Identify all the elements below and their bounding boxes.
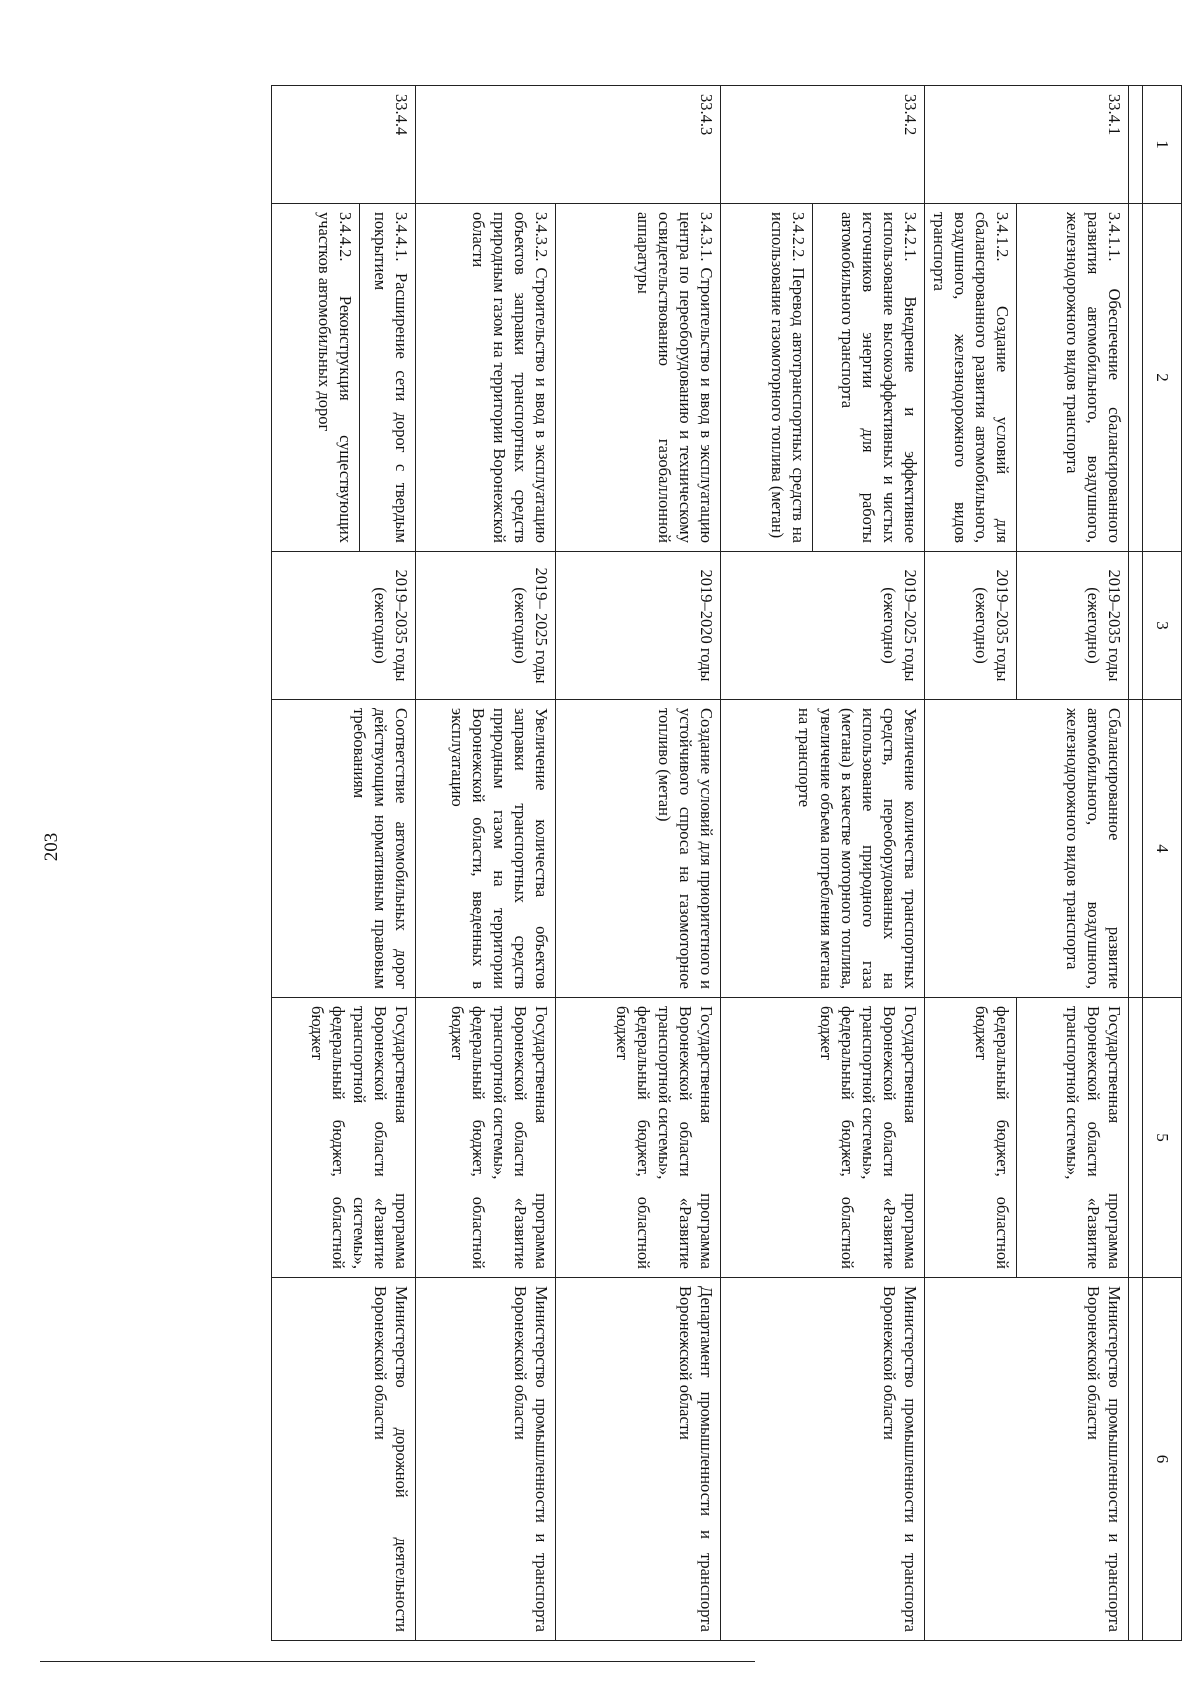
result-cell: Сбалансированное развитие автомобильного, воздушного, железнодорожного видов транспорта (925, 700, 1129, 998)
period-cell: 2019–2035 годы (ежегодно) (1017, 552, 1129, 700)
group-code: 33.4.2 (721, 86, 925, 204)
rotated-table-page (127, 85, 1182, 1640)
table-row (360, 86, 416, 1641)
item-cell: 3.4.4.1. Расширение сети дорог с твердым покрытием (360, 204, 416, 552)
header-row (1143, 86, 1182, 1641)
source-cell (416, 998, 556, 1278)
result-cell: Увеличение количества транспортных средств, переоборудованных на использование природного газа (метана) в качестве моторного топлива, увеличение объема потребления метана на транспорте (721, 700, 925, 998)
item-cell: 3.4.3.1. Строительство и ввод в эксплуатацию центра по переоборудованию и техническому освидетельствованию газобаллонной аппаратуры (556, 204, 721, 552)
group-code: 33.4.1 (925, 86, 1129, 204)
result-cell: Соответствие автомобильных дорог действующим нормативным правовым требованиям (272, 700, 416, 998)
period-cell: 2019–2020 годы (556, 552, 721, 700)
plan-table (271, 85, 1182, 1641)
separator-row (1129, 86, 1143, 1641)
source-budget: федеральный бюджет, областной бюджет (447, 1006, 488, 1269)
period-cell: 2019– 2025 годы (ежегодно) (416, 552, 556, 700)
table-row (416, 86, 556, 1641)
column-header: 6 (1143, 1278, 1182, 1641)
bottom-rule (40, 1661, 755, 1662)
table-row (813, 86, 925, 1641)
table-row (556, 86, 721, 1641)
result-cell: Создание условий для приоритетного и устойчивого спроса на газомоторное топливо (метан) (556, 700, 721, 998)
item-cell: 3.4.2.2. Перевод автотранспортных средств на использование газомоторного топлива (метан) (721, 204, 813, 552)
result-cell: Увеличение количества объектов заправки транспортных средств природным газом на территории Воронежской области, введенных в эксплуатацию (416, 700, 556, 998)
item-cell: 3.4.1.2. Создание условий для сбалансированного развития автомобильного, воздушного, железнодорожного видов транспорта (925, 204, 1017, 552)
item-cell: 3.4.3.2. Строительство и ввод в эксплуатацию объектов заправки транспортных средств природным газом на территории Воронежской области (416, 204, 556, 552)
source-program: Государственная программа Воронежской области «Развитие транспортной системы», (489, 1006, 551, 1269)
group-code: 33.4.4 (272, 86, 416, 204)
source-program: Государственная программа Воронежской области «Развитие транспортной системы», (858, 1006, 920, 1269)
item-cell: 3.4.2.1. Внедрение и эффективное использование высокоэффективных и чистых источников энергии для работы автомобильного транспорта (813, 204, 925, 552)
column-header: 4 (1143, 700, 1182, 998)
period-cell: 2019–2035 годы (ежегодно) (272, 552, 416, 700)
source-cell: Государственная программа Воронежской области «Развитие транспортной системы», федеральный бюджет, областной бюджет (272, 998, 416, 1278)
item-cell: 3.4.1.1. Обеспечение сбалансированного развития автомобильного, воздушного, железнодорожного видов транспорта (1017, 204, 1129, 552)
source-cell: федеральный бюджет, областной бюджет (925, 998, 1017, 1278)
responsible-cell: Министерство промышленности и транспорта Воронежской области (721, 1278, 925, 1641)
source-program: Государственная программа Воронежской области «Развитие транспортной системы», (654, 1006, 716, 1269)
table-row (1017, 86, 1129, 1641)
source-budget: федеральный бюджет, областной бюджет (612, 1006, 653, 1269)
column-header: 2 (1143, 204, 1182, 552)
responsible-cell: Министерство промышленности и транспорта Воронежской области (925, 1278, 1129, 1641)
item-cell: 3.4.4.2. Реконструкция существующих участков автомобильных дорог (272, 204, 360, 552)
group-code: 33.4.3 (416, 86, 721, 204)
column-header: 1 (1143, 86, 1182, 204)
source-cell: Государственная программа Воронежской области «Развитие транспортной системы», (1017, 998, 1129, 1278)
column-header: 5 (1143, 998, 1182, 1278)
source-budget: федеральный бюджет, областной бюджет (816, 1006, 857, 1269)
page-number: 203 (41, 832, 62, 862)
source-cell (721, 998, 925, 1278)
source-cell (556, 998, 721, 1278)
period-cell: 2019–2035 годы (ежегодно) (925, 552, 1017, 700)
responsible-cell: Департамент промышленности и транспорта Воронежской области (556, 1278, 721, 1641)
column-header: 3 (1143, 552, 1182, 700)
responsible-cell: Министерство дорожной деятельности Воронежской области (272, 1278, 416, 1641)
responsible-cell: Министерство промышленности и транспорта Воронежской области (416, 1278, 556, 1641)
period-cell: 2019–2025 годы (ежегодно) (721, 552, 925, 700)
